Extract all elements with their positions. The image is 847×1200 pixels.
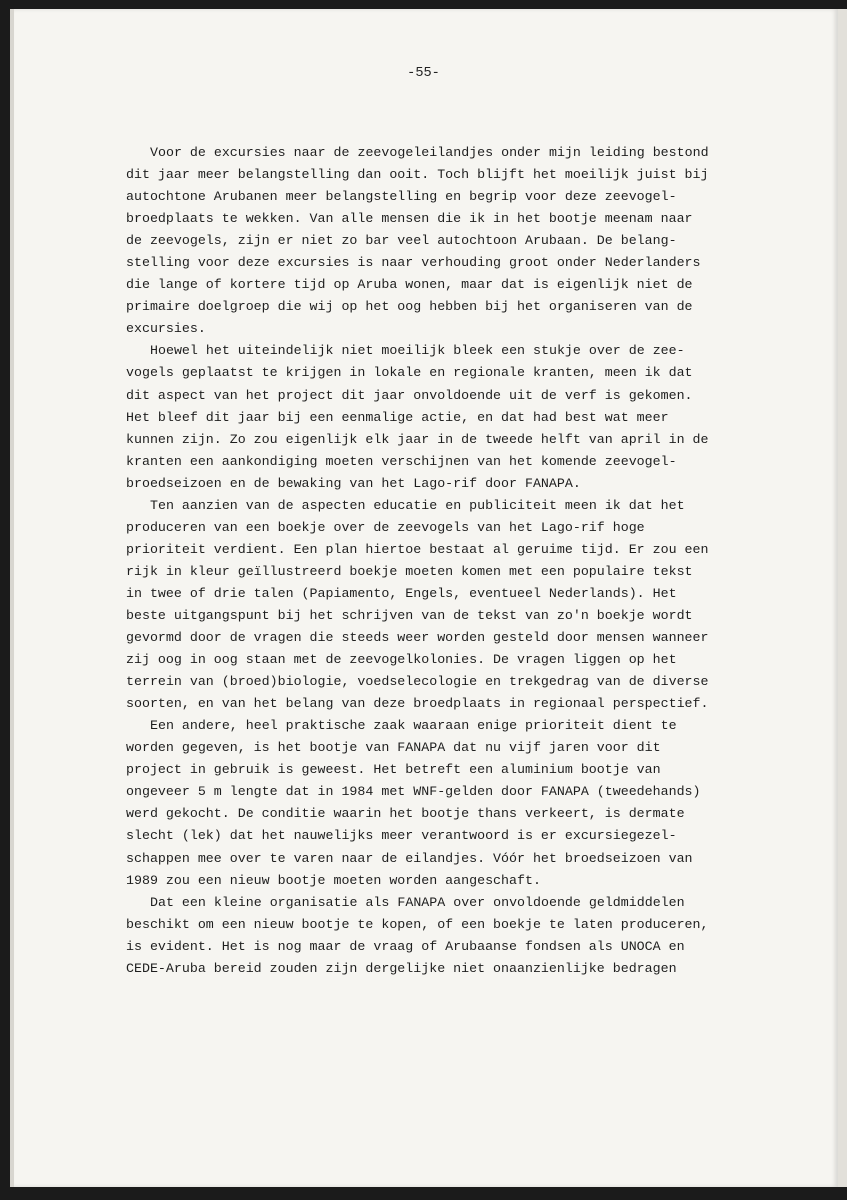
text-line: stelling voor deze excursies is naar verhouding groot onder Nederlanders xyxy=(126,255,701,271)
text-line: CEDE-Aruba bereid zouden zijn dergelijke niet onaanzienlijke bedragen xyxy=(126,960,677,976)
text-line: zij oog in oog staan met de zeevogelkolonies. De vragen liggen op het xyxy=(126,652,677,668)
paragraph-first-line: Hoewel het uiteindelijk niet moeilijk bleek een stukje over de zee- xyxy=(150,343,685,359)
text-line: broedplaats te wekken. Van alle mensen die ik in het bootje meenam naar xyxy=(126,211,693,227)
text-line: schappen mee over te varen naar de eilandjes. Vóór het broedseizoen van xyxy=(126,850,693,866)
text-line: autochtone Arubanen meer belangstelling en begrip voor deze zeevogel- xyxy=(126,189,677,205)
text-line: die lange of kortere tijd op Aruba wonen, maar dat is eigenlijk niet de xyxy=(126,277,693,293)
text-line: produceren van een boekje over de zeevogels van het Lago-rif hoge xyxy=(126,519,645,535)
text-line: ongeveer 5 m lengte dat in 1984 met WNF-gelden door FANAPA (tweedehands) xyxy=(126,784,701,800)
text-line: worden gegeven, is het bootje van FANAPA dat nu vijf jaren voor dit xyxy=(126,740,661,756)
text-line: vogels geplaatst te krijgen in lokale en regionale kranten, meen ik dat xyxy=(126,365,693,381)
text-line: terrein van (broed)biologie, voedselecologie en trekgedrag van de diverse xyxy=(126,674,709,690)
text-line: de zeevogels, zijn er niet zo bar veel autochtoon Arubaan. De belang- xyxy=(126,233,677,249)
text-line: is evident. Het is nog maar de vraag of Arubaanse fondsen als UNOCA en xyxy=(126,938,685,954)
text-line: werd gekocht. De conditie waarin het bootje thans verkeert, is dermate xyxy=(126,806,685,822)
text-line: rijk in kleur geïllustreerd boekje moeten komen met een populaire tekst xyxy=(126,563,693,579)
text-line: dit aspect van het project dit jaar onvoldoende uit de verf is gekomen. xyxy=(126,387,693,403)
paragraph-first-line: Ten aanzien van de aspecten educatie en publiciteit meen ik dat het xyxy=(150,497,685,513)
paragraph-first-line: Voor de excursies naar de zeevogeleilandjes onder mijn leiding bestond xyxy=(150,145,709,160)
page-number: -55- xyxy=(407,66,440,81)
text-line: 1989 zou een nieuw bootje moeten worden aangeschaft. xyxy=(126,872,541,888)
page-right-edge xyxy=(838,9,847,1187)
text-line: project in gebruik is geweest. Het betreft een aluminium bootje van xyxy=(126,762,661,778)
text-line: broedseizoen en de bewaking van het Lago-rif door FANAPA. xyxy=(126,475,581,491)
text-line: in twee of drie talen (Papiamento, Engels, eventueel Nederlands). Het xyxy=(126,585,677,601)
text-line: Het bleef dit jaar bij een eenmalige actie, en dat had best wat meer xyxy=(126,409,669,425)
text-line: beste uitgangspunt bij het schrijven van de tekst van zo'n boekje wordt xyxy=(126,607,693,623)
text-line: primaire doelgroep die wij op het oog hebben bij het organiseren van de xyxy=(126,299,693,315)
text-line: prioriteit verdient. Een plan hiertoe bestaat al geruime tijd. Er zou een xyxy=(126,541,709,557)
text-line: kranten een aankondiging moeten verschijnen van het komende zeevogel- xyxy=(126,453,677,469)
paragraph-first-line: Een andere, heel praktische zaak waaraan enige prioriteit dient te xyxy=(150,718,677,734)
text-line: gevormd door de vragen die steeds weer worden gesteld door mensen wanneer xyxy=(126,630,709,646)
text-line: beschikt om een nieuw bootje te kopen, of een boekje te laten produceren, xyxy=(126,916,709,932)
text-line: slecht (lek) dat het nauwelijks meer verantwoord is er excursiegezel- xyxy=(126,828,677,844)
text-line: soorten, en van het belang van deze broedplaats in regionaal perspectief. xyxy=(126,696,709,712)
text-line: kunnen zijn. Zo zou eigenlijk elk jaar in de tweede helft van april in de xyxy=(126,431,709,447)
body-text xyxy=(126,142,786,980)
text-line: excursies. xyxy=(126,321,206,337)
paragraph-first-line: Dat een kleine organisatie als FANAPA over onvoldoende geldmiddelen xyxy=(150,894,685,910)
text-line: dit jaar meer belangstelling dan ooit. Toch blijft het moeilijk juist bij xyxy=(126,167,709,183)
